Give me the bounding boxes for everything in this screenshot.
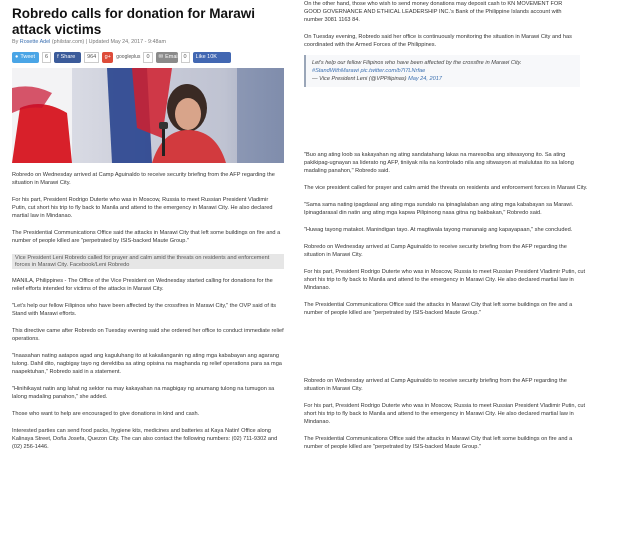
photo-caption-strip (12, 254, 284, 269)
googleplus-count: 0 (143, 52, 152, 63)
left-bottom-paragraphs (12, 277, 284, 451)
tweet-text: Let's help our fellow Filipinos who have been affected by the crossfire in Marawi City. (312, 60, 522, 66)
facebook-like-button[interactable] (193, 52, 231, 63)
photo-illustration (12, 68, 284, 163)
microphone-head (159, 122, 168, 129)
paragraph: Interested parties can send food packs, hygiene kits, medicines and batteries at Kaya Natin! Office along Kalinaya Street, Doña Josefa, Quezon City. The can also contact the following numbers: (02) 711-9302 and (02) 256-1446. (12, 428, 278, 450)
flag-red (12, 104, 72, 163)
paragraph: The Presidential Communications Office said the attacks in Marawi City that left some buildings on fire and a number of people killed are "perpetrated by ISIS-backed Maute Group." (304, 436, 573, 450)
paragraph: For his part, President Rodrigo Duterte who was in Moscow, Russia to meet Russian President Vladimir Putin, cut short his trip to fly back to Manila and attend to the emergency in Marawi City. He also declared martial law in Mindanao. (12, 197, 273, 219)
left-column (12, 6, 284, 460)
author-link[interactable]: Rosette Adel (19, 39, 51, 45)
googleplus-icon[interactable]: g+ (102, 52, 113, 63)
paragraph: On the other hand, those who wish to send money donations may deposit cash to KN MOVEMENT FOR GOOD GOVERNANCE AND ETHICAL LEADERSHIP INC.'s Bank of the Philippine Islands account with number 3081 1163 84. (304, 1, 563, 23)
share-label: Share (60, 54, 76, 60)
tweet-label: Tweet (20, 54, 36, 60)
paragraph: "Buo ang ating loob sa kakayahan ng ating sandatahang lakas na maresolba ang sitwasyong ito. Sa ating pakikipag-ugnayan sa liderato ng AFP, tiniiyak nila na kontrolado nila ang sitwasyon at malulutas ito sa lalong madaling panahon," Robredo said. (304, 152, 574, 174)
photo-bg-right (237, 68, 284, 163)
email-label: Email (165, 54, 179, 60)
paragraph: Those who want to help are encouraged to give donations in kind and cash. (12, 411, 200, 417)
right-column-top (304, 0, 580, 87)
tweet-count: 6 (42, 52, 51, 63)
byline-prefix: By (12, 39, 20, 45)
paragraph: "Sama sama nating ipagdasal ang ating mga sundalo na ipinaglalaban ang ating mga kababayan sa Marawi. Ipinagdarasal din natin ang ating mga kapwa Pilipinong nasa gitna ng bakbakan," Robredo said. (304, 202, 574, 216)
share-count: 964 (84, 52, 99, 63)
twitter-icon: ● (15, 54, 19, 60)
paragraph: For his part, President Rodrigo Duterte who was in Moscow, Russia to meet Russian President Vladimir Putin, cut short his trip to fly back to Manila and attend to the emergency in Marawi City. He also declared martial law in Mindanao. (304, 269, 586, 291)
paragraph: The Presidential Communications Office said the attacks in Marawi City that left some buildings on fire and a number of people killed are "perpetrated by ISIS-backed Maute Group." (12, 230, 281, 244)
embedded-tweet (304, 55, 580, 87)
paragraph: "Let's help our fellow Filipinos who have been affected by the crossfires in Marawi City," the OVP said of its Stand with Marawi efforts. (12, 303, 277, 317)
paragraph: The Presidential Communications Office said the attacks in Marawi City that left some buildings on fire and a number of people killed are "perpetrated by ISIS-backed Maute Group." (304, 302, 573, 316)
tweet-date-link[interactable]: May 24, 2017 (408, 76, 442, 82)
face (175, 98, 201, 130)
googleplus-label[interactable]: googleplus (116, 54, 141, 60)
tweet-hashtag-link[interactable]: #StandWithMarawi pic.twitter.com/b7I7LNrfae (312, 68, 426, 74)
email-button[interactable] (156, 52, 178, 63)
paragraph: MANILA, Philippines - The Office of the Vice President on Wednesday started calling for donations for the relief efforts intended for victims of the attacks in Marawi City. (12, 278, 273, 292)
email-count: 0 (181, 52, 190, 63)
share-bar (12, 51, 284, 63)
like-label: Like 10K (195, 54, 217, 60)
byline (12, 39, 284, 45)
tweet-attribution (312, 75, 574, 83)
right-column-middle (304, 151, 588, 326)
facebook-icon: f (57, 54, 59, 60)
article-title: Robredo calls for donation for Marawi attack victims (12, 6, 256, 37)
left-top-paragraphs (12, 171, 284, 245)
article-photo (12, 68, 284, 163)
paragraph: Robredo on Wednesday arrived at Camp Aguinaldo to receive security briefing from the AFP regarding the situation in Marawi City. (304, 378, 567, 392)
paragraph: Robredo on Wednesday arrived at Camp Aguinaldo to receive security briefing from the AFP regarding the situation in Marawi City. (304, 244, 567, 258)
paragraph: On Tuesday evening, Robredo said her office is continuously monitoring the situation in Marawi City and has coordinated with the Armed Forces of the Philippines. (304, 34, 572, 48)
tweet-author: — Vice President Leni (@VPPilipinas) (312, 76, 409, 82)
photo-caption: Vice President Leni Robredo called for prayer and calm amid the threats on residents and enforcement forces in Marawi City. Facebook/Leni Robredo (15, 255, 270, 268)
paragraph: "Hinihikayat natin ang lahat ng sektor na may kakayahan na magbigay ng anumang tulong na tumugon sa lalong madaling panahon," she added. (12, 386, 275, 400)
paragraph: The vice president called for prayer and calm amid the threats on residents and enforcement forces in Marawi City. (304, 185, 588, 191)
paragraph: This directive came after Robredo on Tuesday evening said she ordered her office to conduct immediate relief operations. (12, 328, 284, 342)
tweet-button[interactable] (12, 52, 39, 63)
paragraph: For his part, President Rodrigo Duterte who was in Moscow, Russia to meet Russian President Vladimir Putin, cut short his trip to fly back to Manila and attend to the emergency in Marawi City. He also declared martial law in Mindanao. (304, 403, 586, 425)
right-column-bottom (304, 377, 588, 460)
paragraph: Robredo on Wednesday arrived at Camp Aguinaldo to receive security briefing from the AFP regarding the situation in Marawi City. (12, 172, 275, 186)
envelope-icon: ✉ (158, 54, 164, 60)
byline-date: (philstar.com) | Updated May 24, 2017 - 9:48am (50, 39, 166, 45)
paragraph: "Huwag tayong matakot. Manindigan tayo. At magtiwala tayong mananaig ang kapayapaan," she concluded. (304, 227, 573, 233)
facebook-share-button[interactable] (54, 52, 81, 63)
paragraph: "Inaasahan nating aatapos agad ang kaguluhang ito at kakailanganin ng ating mga kababayan ang agarang tulong. Dahil dito, nagbigay tayo ng derektiba sa ating opisina na maghanda ng relief operations para sa mga naapektuhan," Robredo said in a statement. (12, 353, 282, 375)
microphone (162, 126, 165, 156)
